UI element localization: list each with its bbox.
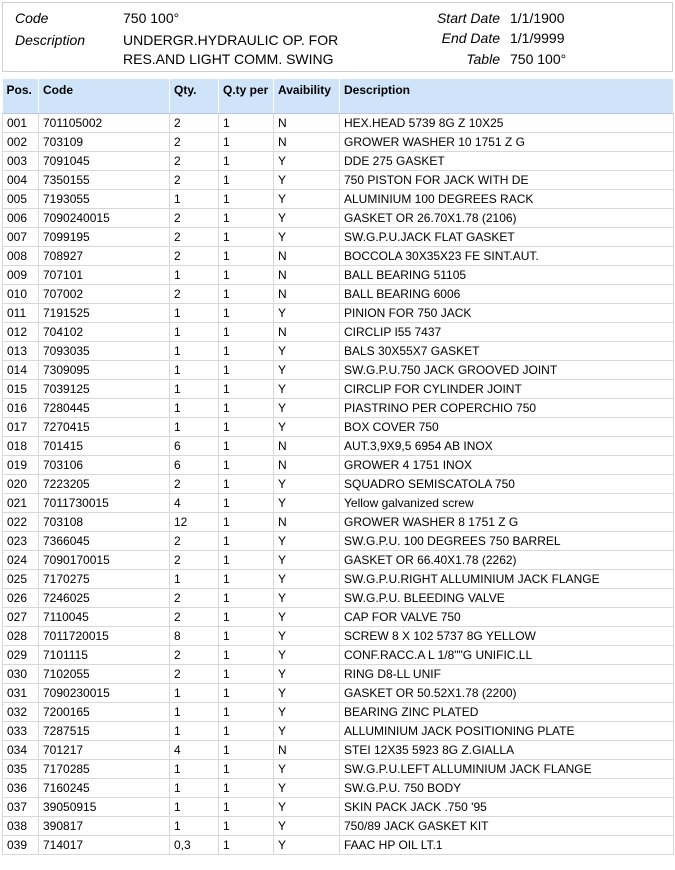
cell-qty-per: 1 — [219, 208, 274, 227]
cell-code: 7102055 — [39, 664, 170, 683]
cell-availability: Y — [274, 417, 340, 436]
cell-qty: 2 — [170, 170, 219, 189]
table-row — [3, 531, 674, 550]
cell-description: AUT.3,9X9,5 6954 AB INOX — [340, 436, 674, 455]
table-row — [3, 778, 674, 797]
table-row — [3, 455, 674, 474]
cell-code: 701415 — [39, 436, 170, 455]
cell-qty-per: 1 — [219, 702, 274, 721]
cell-qty: 2 — [170, 550, 219, 569]
cell-qty: 1 — [170, 189, 219, 208]
cell-availability: Y — [274, 778, 340, 797]
code-value: 750 100° — [123, 10, 180, 26]
table-row — [3, 816, 674, 835]
cell-qty: 1 — [170, 303, 219, 322]
cell-description: PINION FOR 750 JACK — [340, 303, 674, 322]
cell-qty-per: 1 — [219, 398, 274, 417]
cell-code: 707101 — [39, 265, 170, 284]
cell-description: CAP FOR VALVE 750 — [340, 607, 674, 626]
cell-qty-per: 1 — [219, 474, 274, 493]
cell-pos: 005 — [3, 189, 39, 208]
cell-pos: 031 — [3, 683, 39, 702]
cell-availability: N — [274, 284, 340, 303]
cell-availability: Y — [274, 170, 340, 189]
table-row — [3, 246, 674, 265]
cell-pos: 038 — [3, 816, 39, 835]
cell-code: 701105002 — [39, 113, 170, 132]
table-row — [3, 664, 674, 683]
cell-availability: Y — [274, 151, 340, 170]
cell-code: 7090170015 — [39, 550, 170, 569]
table-row — [3, 493, 674, 512]
cell-code: 7091045 — [39, 151, 170, 170]
cell-code: 7093035 — [39, 341, 170, 360]
cell-description: STEI 12X35 5923 8G Z.GIALLA — [340, 740, 674, 759]
cell-qty: 12 — [170, 512, 219, 531]
cell-qty-per: 1 — [219, 113, 274, 132]
cell-description: BALS 30X55X7 GASKET — [340, 341, 674, 360]
cell-description: SQUADRO SEMISCATOLA 750 — [340, 474, 674, 493]
cell-description: DDE 275 GASKET — [340, 151, 674, 170]
cell-availability: Y — [274, 474, 340, 493]
table-row — [3, 170, 674, 189]
cell-qty: 6 — [170, 436, 219, 455]
table-row — [3, 626, 674, 645]
cell-description: GASKET OR 50.52X1.78 (2200) — [340, 683, 674, 702]
end-date-label: End Date — [441, 30, 500, 46]
cell-qty: 1 — [170, 797, 219, 816]
cell-availability: Y — [274, 379, 340, 398]
cell-qty-per: 1 — [219, 170, 274, 189]
cell-availability: Y — [274, 208, 340, 227]
cell-availability: Y — [274, 550, 340, 569]
cell-qty-per: 1 — [219, 778, 274, 797]
cell-qty-per: 1 — [219, 417, 274, 436]
cell-qty-per: 1 — [219, 797, 274, 816]
cell-availability: N — [274, 322, 340, 341]
cell-qty-per: 1 — [219, 246, 274, 265]
table-row — [3, 113, 674, 132]
table-row — [3, 132, 674, 151]
cell-description: ALLUMINIUM JACK POSITIONING PLATE — [340, 721, 674, 740]
table-row — [3, 265, 674, 284]
cell-description: BOX COVER 750 — [340, 417, 674, 436]
cell-qty: 2 — [170, 151, 219, 170]
cell-qty-per: 1 — [219, 550, 274, 569]
cell-qty-per: 1 — [219, 607, 274, 626]
cell-code: 7090230015 — [39, 683, 170, 702]
cell-qty: 1 — [170, 683, 219, 702]
cell-availability: Y — [274, 721, 340, 740]
cell-qty: 4 — [170, 493, 219, 512]
cell-pos: 014 — [3, 360, 39, 379]
cell-pos: 002 — [3, 132, 39, 151]
col-header-code: Code — [39, 79, 170, 113]
cell-pos: 010 — [3, 284, 39, 303]
cell-pos: 015 — [3, 379, 39, 398]
parts-table — [2, 79, 674, 855]
cell-availability: Y — [274, 303, 340, 322]
cell-availability: Y — [274, 702, 340, 721]
cell-pos: 007 — [3, 227, 39, 246]
cell-pos: 033 — [3, 721, 39, 740]
code-label: Code — [15, 10, 49, 26]
table-row — [3, 683, 674, 702]
table-row — [3, 189, 674, 208]
table-row — [3, 398, 674, 417]
cell-pos: 034 — [3, 740, 39, 759]
cell-qty: 1 — [170, 360, 219, 379]
cell-pos: 006 — [3, 208, 39, 227]
cell-code: 7280445 — [39, 398, 170, 417]
cell-description: SW.G.P.U.RIGHT ALLUMINIUM JACK FLANGE — [340, 569, 674, 588]
cell-code: 7200165 — [39, 702, 170, 721]
cell-qty-per: 1 — [219, 284, 274, 303]
cell-qty-per: 1 — [219, 132, 274, 151]
description-label: Description — [15, 32, 86, 48]
cell-description: CIRCLIP FOR CYLINDER JOINT — [340, 379, 674, 398]
cell-pos: 035 — [3, 759, 39, 778]
cell-availability: Y — [274, 189, 340, 208]
cell-code: 703109 — [39, 132, 170, 151]
cell-pos: 025 — [3, 569, 39, 588]
cell-description: SW.G.P.U. BLEEDING VALVE — [340, 588, 674, 607]
description-line2: RES.AND LIGHT COMM. SWING — [123, 51, 334, 67]
cell-qty: 2 — [170, 246, 219, 265]
cell-pos: 036 — [3, 778, 39, 797]
cell-qty: 2 — [170, 664, 219, 683]
table-row — [3, 569, 674, 588]
cell-code: 7011730015 — [39, 493, 170, 512]
cell-code: 703108 — [39, 512, 170, 531]
cell-pos: 032 — [3, 702, 39, 721]
cell-pos: 003 — [3, 151, 39, 170]
cell-availability: N — [274, 455, 340, 474]
cell-pos: 030 — [3, 664, 39, 683]
cell-availability: Y — [274, 816, 340, 835]
cell-qty-per: 1 — [219, 721, 274, 740]
cell-description: GROWER 4 1751 INOX — [340, 455, 674, 474]
cell-availability: N — [274, 265, 340, 284]
cell-qty: 8 — [170, 626, 219, 645]
cell-description: 750/89 JACK GASKET KIT — [340, 816, 674, 835]
table-row — [3, 379, 674, 398]
cell-qty: 1 — [170, 778, 219, 797]
cell-availability: N — [274, 512, 340, 531]
cell-pos: 037 — [3, 797, 39, 816]
cell-availability: Y — [274, 664, 340, 683]
cell-pos: 001 — [3, 113, 39, 132]
table-row — [3, 702, 674, 721]
table-row — [3, 797, 674, 816]
cell-pos: 019 — [3, 455, 39, 474]
cell-description: SKIN PACK JACK .750 '95 — [340, 797, 674, 816]
cell-qty: 2 — [170, 227, 219, 246]
description-line1: UNDERGR.HYDRAULIC OP. FOR — [123, 32, 339, 48]
cell-code: 7309095 — [39, 360, 170, 379]
cell-description: GROWER WASHER 8 1751 Z G — [340, 512, 674, 531]
table-row — [3, 436, 674, 455]
cell-availability: Y — [274, 797, 340, 816]
cell-qty-per: 1 — [219, 588, 274, 607]
cell-code: 7170285 — [39, 759, 170, 778]
cell-pos: 024 — [3, 550, 39, 569]
cell-availability: Y — [274, 645, 340, 664]
cell-code: 7039125 — [39, 379, 170, 398]
cell-qty-per: 1 — [219, 379, 274, 398]
cell-qty: 2 — [170, 208, 219, 227]
cell-qty: 2 — [170, 284, 219, 303]
cell-pos: 008 — [3, 246, 39, 265]
col-header-pos: Pos. — [3, 79, 39, 113]
cell-qty-per: 1 — [219, 360, 274, 379]
cell-qty-per: 1 — [219, 835, 274, 854]
cell-qty-per: 1 — [219, 493, 274, 512]
cell-code: 390817 — [39, 816, 170, 835]
table-row — [3, 151, 674, 170]
cell-code: 7101115 — [39, 645, 170, 664]
cell-pos: 022 — [3, 512, 39, 531]
start-date-label: Start Date — [436, 10, 500, 26]
document-header — [2, 2, 673, 72]
col-header-qty: Qty. — [170, 79, 219, 113]
cell-qty: 0,3 — [170, 835, 219, 854]
cell-qty: 1 — [170, 265, 219, 284]
table-row — [3, 474, 674, 493]
cell-code: 701217 — [39, 740, 170, 759]
cell-pos: 016 — [3, 398, 39, 417]
cell-code: 39050915 — [39, 797, 170, 816]
cell-qty: 1 — [170, 721, 219, 740]
table-row — [3, 645, 674, 664]
cell-availability: Y — [274, 626, 340, 645]
cell-qty-per: 1 — [219, 265, 274, 284]
table-row — [3, 341, 674, 360]
cell-pos: 027 — [3, 607, 39, 626]
table-row — [3, 835, 674, 854]
table-label: Table — [466, 51, 500, 67]
cell-qty-per: 1 — [219, 227, 274, 246]
cell-availability: Y — [274, 835, 340, 854]
table-row — [3, 417, 674, 436]
cell-qty: 2 — [170, 531, 219, 550]
cell-code: 7191525 — [39, 303, 170, 322]
cell-availability: Y — [274, 398, 340, 417]
cell-qty-per: 1 — [219, 341, 274, 360]
cell-pos: 013 — [3, 341, 39, 360]
cell-code: 7110045 — [39, 607, 170, 626]
table-row — [3, 303, 674, 322]
cell-availability: Y — [274, 341, 340, 360]
cell-qty: 2 — [170, 645, 219, 664]
table-row — [3, 550, 674, 569]
cell-qty-per: 1 — [219, 626, 274, 645]
cell-qty: 1 — [170, 322, 219, 341]
cell-description: SW.G.P.U.750 JACK GROOVED JOINT — [340, 360, 674, 379]
table-row — [3, 512, 674, 531]
cell-availability: N — [274, 436, 340, 455]
col-header-description: Description — [340, 79, 674, 113]
col-header-qty-per: Q.ty per — [219, 79, 274, 113]
table-row — [3, 360, 674, 379]
cell-qty: 1 — [170, 816, 219, 835]
cell-availability: Y — [274, 227, 340, 246]
cell-pos: 012 — [3, 322, 39, 341]
cell-description: BOCCOLA 30X35X23 FE SINT.AUT. — [340, 246, 674, 265]
cell-pos: 023 — [3, 531, 39, 550]
cell-availability: Y — [274, 759, 340, 778]
cell-code: 7350155 — [39, 170, 170, 189]
cell-qty: 2 — [170, 588, 219, 607]
cell-code: 7246025 — [39, 588, 170, 607]
cell-pos: 028 — [3, 626, 39, 645]
table-row — [3, 227, 674, 246]
table-body — [3, 113, 674, 854]
cell-qty-per: 1 — [219, 436, 274, 455]
cell-availability: N — [274, 740, 340, 759]
table-row — [3, 740, 674, 759]
cell-availability: N — [274, 113, 340, 132]
cell-description: SCREW 8 X 102 5737 8G YELLOW — [340, 626, 674, 645]
cell-qty-per: 1 — [219, 512, 274, 531]
cell-qty-per: 1 — [219, 455, 274, 474]
cell-qty: 2 — [170, 474, 219, 493]
cell-pos: 018 — [3, 436, 39, 455]
cell-availability: Y — [274, 607, 340, 626]
cell-description: GASKET OR 66.40X1.78 (2262) — [340, 550, 674, 569]
cell-qty: 1 — [170, 569, 219, 588]
table-header — [3, 79, 674, 113]
col-header-availability: Avaibility — [274, 79, 340, 113]
table-row — [3, 208, 674, 227]
cell-availability: N — [274, 132, 340, 151]
cell-code: 707002 — [39, 284, 170, 303]
cell-qty-per: 1 — [219, 664, 274, 683]
cell-qty-per: 1 — [219, 645, 274, 664]
cell-qty: 2 — [170, 132, 219, 151]
end-date-value: 1/1/9999 — [510, 30, 565, 46]
cell-qty-per: 1 — [219, 322, 274, 341]
table-row — [3, 721, 674, 740]
cell-qty: 2 — [170, 113, 219, 132]
cell-description: SW.G.P.U.JACK FLAT GASKET — [340, 227, 674, 246]
cell-description: CONF.RACC.A L 1/8""G UNIFIC.LL — [340, 645, 674, 664]
cell-qty: 1 — [170, 341, 219, 360]
table-value: 750 100° — [510, 51, 567, 67]
cell-pos: 009 — [3, 265, 39, 284]
cell-description: BEARING ZINC PLATED — [340, 702, 674, 721]
cell-pos: 029 — [3, 645, 39, 664]
cell-code: 7287515 — [39, 721, 170, 740]
cell-availability: N — [274, 246, 340, 265]
cell-pos: 026 — [3, 588, 39, 607]
cell-qty: 1 — [170, 379, 219, 398]
cell-description: PIASTRINO PER COPERCHIO 750 — [340, 398, 674, 417]
table-row — [3, 759, 674, 778]
cell-description: SW.G.P.U.LEFT ALLUMINIUM JACK FLANGE — [340, 759, 674, 778]
cell-qty-per: 1 — [219, 151, 274, 170]
cell-description: Yellow galvanized screw — [340, 493, 674, 512]
cell-qty: 6 — [170, 455, 219, 474]
cell-qty-per: 1 — [219, 189, 274, 208]
cell-pos: 011 — [3, 303, 39, 322]
cell-qty-per: 1 — [219, 816, 274, 835]
cell-description: RING D8-LL UNIF — [340, 664, 674, 683]
cell-description: ALUMINIUM 100 DEGREES RACK — [340, 189, 674, 208]
cell-code: 7170275 — [39, 569, 170, 588]
cell-description: BALL BEARING 51105 — [340, 265, 674, 284]
cell-description: SW.G.P.U. 100 DEGREES 750 BARREL — [340, 531, 674, 550]
cell-code: 703106 — [39, 455, 170, 474]
cell-code: 7366045 — [39, 531, 170, 550]
cell-pos: 017 — [3, 417, 39, 436]
parts-table-container — [2, 79, 673, 855]
cell-availability: Y — [274, 493, 340, 512]
table-row — [3, 588, 674, 607]
cell-code: 708927 — [39, 246, 170, 265]
cell-qty: 1 — [170, 417, 219, 436]
cell-qty: 2 — [170, 607, 219, 626]
cell-qty-per: 1 — [219, 740, 274, 759]
cell-code: 7090240015 — [39, 208, 170, 227]
cell-availability: Y — [274, 683, 340, 702]
cell-pos: 039 — [3, 835, 39, 854]
cell-pos: 020 — [3, 474, 39, 493]
cell-description: GASKET OR 26.70X1.78 (2106) — [340, 208, 674, 227]
cell-description: 750 PISTON FOR JACK WITH DE — [340, 170, 674, 189]
cell-qty: 1 — [170, 702, 219, 721]
cell-code: 704102 — [39, 322, 170, 341]
cell-availability: Y — [274, 360, 340, 379]
cell-qty: 1 — [170, 398, 219, 417]
cell-code: 7193055 — [39, 189, 170, 208]
cell-qty: 1 — [170, 759, 219, 778]
cell-availability: Y — [274, 531, 340, 550]
cell-qty-per: 1 — [219, 531, 274, 550]
start-date-value: 1/1/1900 — [510, 10, 565, 26]
cell-qty-per: 1 — [219, 683, 274, 702]
cell-description: SW.G.P.U. 750 BODY — [340, 778, 674, 797]
cell-description: HEX.HEAD 5739 8G Z 10X25 — [340, 113, 674, 132]
cell-code: 7223205 — [39, 474, 170, 493]
cell-code: 7270415 — [39, 417, 170, 436]
cell-code: 7160245 — [39, 778, 170, 797]
table-row — [3, 322, 674, 341]
cell-pos: 021 — [3, 493, 39, 512]
cell-qty-per: 1 — [219, 759, 274, 778]
cell-code: 714017 — [39, 835, 170, 854]
table-row — [3, 284, 674, 303]
table-row — [3, 607, 674, 626]
cell-description: BALL BEARING 6006 — [340, 284, 674, 303]
cell-qty: 4 — [170, 740, 219, 759]
cell-code: 7011720015 — [39, 626, 170, 645]
cell-description: GROWER WASHER 10 1751 Z G — [340, 132, 674, 151]
table-header-row — [3, 79, 674, 113]
cell-availability: Y — [274, 569, 340, 588]
cell-description: FAAC HP OIL LT.1 — [340, 835, 674, 854]
cell-availability: Y — [274, 588, 340, 607]
cell-code: 7099195 — [39, 227, 170, 246]
cell-qty-per: 1 — [219, 303, 274, 322]
cell-pos: 004 — [3, 170, 39, 189]
cell-qty-per: 1 — [219, 569, 274, 588]
cell-description: CIRCLIP I55 7437 — [340, 322, 674, 341]
